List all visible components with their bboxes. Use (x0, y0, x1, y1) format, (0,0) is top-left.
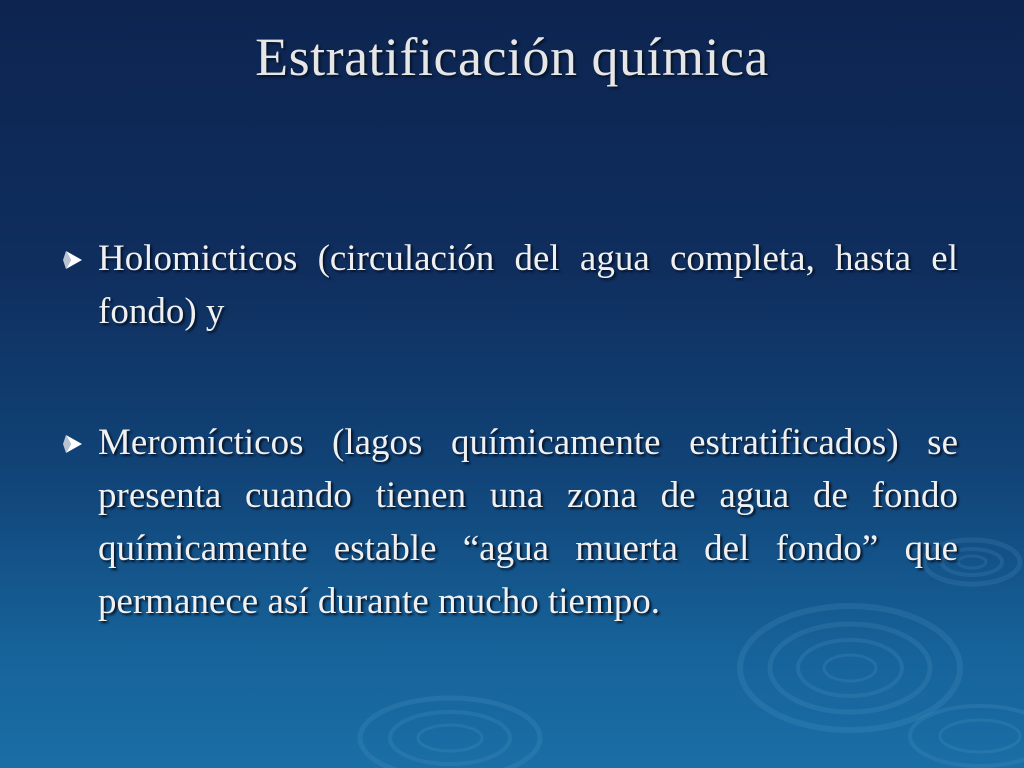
arrow-bullet-icon (62, 416, 98, 469)
bullet-text: Meromícticos (lagos químicamente estratificados) se presenta cuando tienen una zona de agua de fondo químicamente estable “agua muerta del fondo” que permanece así durante mucho tiempo. (98, 422, 958, 622)
bullet-item-meromicticos (62, 416, 958, 628)
slide-title: Estratificación química (255, 27, 769, 87)
arrow-bullet-icon (62, 232, 98, 285)
bullet-text: Holomicticos (circulación del agua completa, hasta el fondo) y (98, 238, 958, 332)
bullet-item-holomicticos (62, 232, 958, 338)
